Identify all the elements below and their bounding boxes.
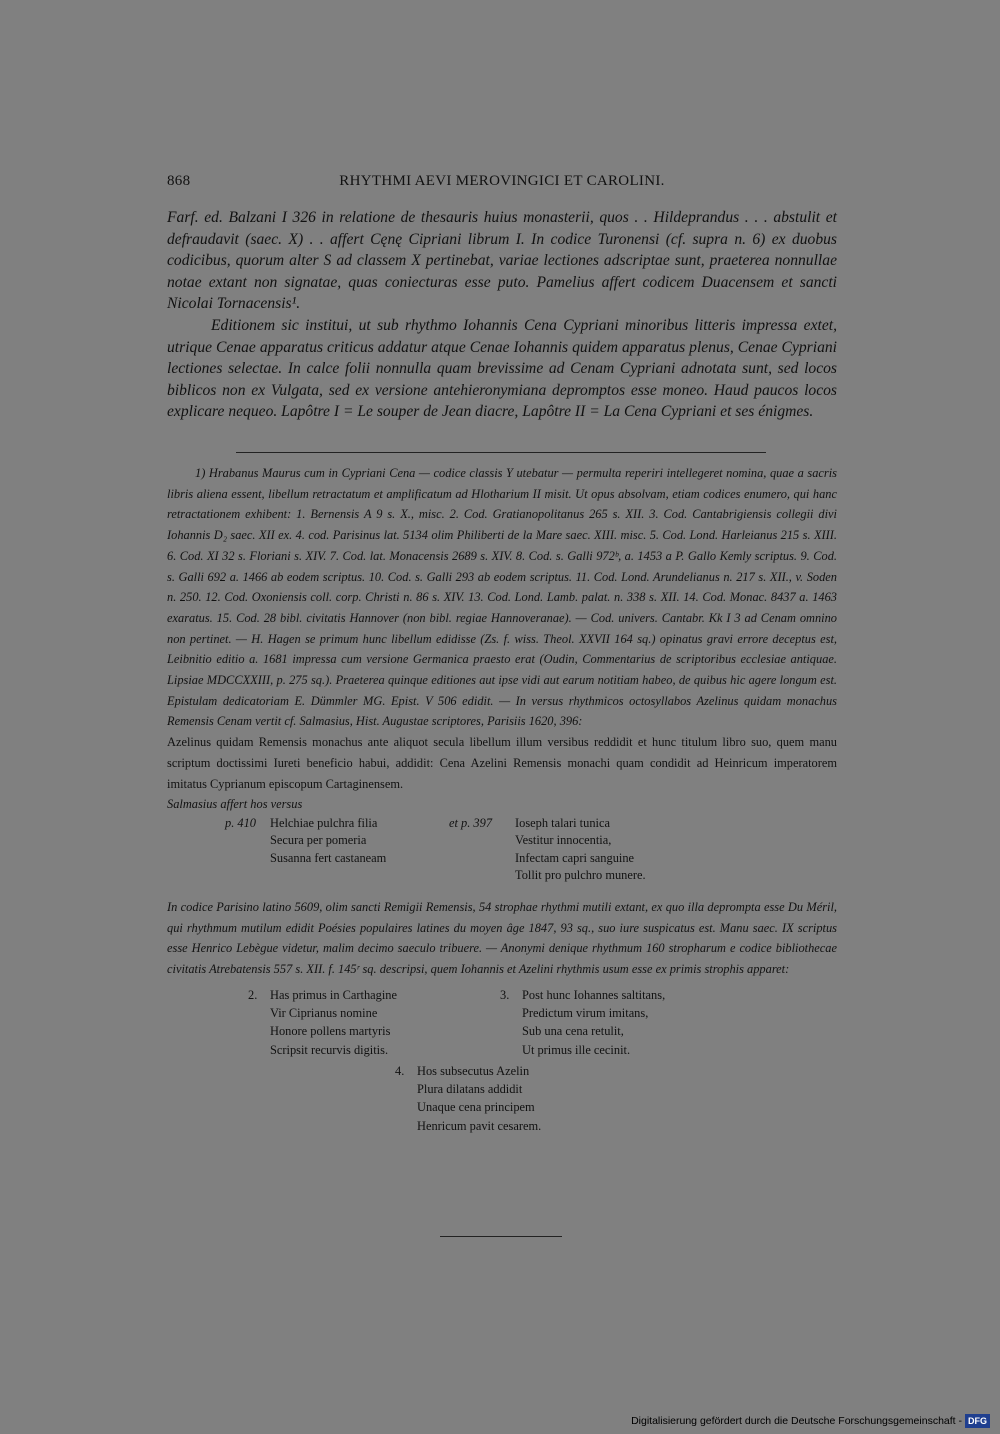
stanza-line: Predictum virum imitans, — [522, 1006, 649, 1021]
stanzas — [167, 986, 837, 1166]
dfg-logo: DFG — [965, 1414, 990, 1428]
verse-line: Helchiae pulchra filia — [270, 815, 378, 830]
stanza-line: Hos subsecutus Azelin — [417, 1063, 530, 1078]
stanza-line: Post hunc Iohannes saltitans, — [522, 987, 666, 1002]
salmasius-intro: Salmasius affert hos versus — [167, 797, 303, 812]
verse-left-label: p. 410 — [225, 815, 256, 830]
footer-text: Digitalisierung gefördert durch die Deutsche Forschungsgemeinschaft - — [631, 1415, 962, 1427]
verse-quotation — [167, 815, 837, 897]
stanza-line: Henricum pavit cesarem. — [417, 1118, 542, 1133]
stanza-line: Scripsit recurvis digitis. — [270, 1042, 389, 1057]
stanza-number: 2. — [248, 987, 258, 1002]
stanza-line: Honore pollens martyris — [270, 1024, 391, 1039]
main-text — [167, 207, 837, 423]
stanza-line: Plura dilatans addidit — [417, 1082, 523, 1097]
salmasius-quote: Azelinus quidam Remensis monachus ante aliquot secula libellum illum versibus reddidit et hunc titulum libro suo, quem manu scriptum doctissimi Iureti beneficio habui, addidit: Cena Azelini Remensis monachi quam condidit ad Heinricum imperatorem imitatus Cyprianum episcopum Cartaginensem. — [167, 735, 837, 791]
footnotes — [167, 463, 837, 1166]
verse-line: Tollit pro pulchro munere. — [515, 867, 646, 882]
verse-line: Infectam capri sanguine — [515, 850, 635, 865]
stanza-line: Unaque cena principem — [417, 1100, 535, 1115]
stanza-line: Has primus in Carthagine — [270, 987, 397, 1002]
main-paragraph-2: Editionem sic institui, ut sub rhythmo Iohannis Cena Cypriani minoribus litteris impressa extet, utrique Cenae apparatus criticus addatur atque Cenae Iohannis quidem apparatus plenus, Cenae Cypriani lectiones selectae. In calce folii nonnulla quam brevissime ad Cenam Cypriani adnotata sunt, sed locos biblicos non ex Vulgata, sed ex versione antehieronymiana depromptos esse moneo. Haud paucos locos explicare nequeo. Lapôtre I = Le souper de Jean diacre, Lapôtre II = La Cena Cypriani et ses énigmes. — [167, 316, 837, 421]
stanza-line: Sub una cena retulit, — [522, 1024, 624, 1039]
footnote-1: 1) Hrabanus Maurus cum in Cypriani Cena — codice classis Y utebatur — permulta reperiri intellegeret nomina, quae a sacris libris aliena essent, libellum retractatum et amplificatum ad Hlotharium II misit. Ut opus absolvam, etiam codices enumero, qui hanc retractationem exhibent: 1. Bernensis A 9 s. X., misc. 2. Cod. Gratianopolitanus 265 s. XII. 3. Cod. Cantabrigiensis collegii divi Iohannis D₂ saec. XII ex. 4. cod. Parisinus lat. 5134 olim Philiberti de la Mare saec. XIII. misc. 5. Cod. Lond. Harleianus 215 s. XIII. 6. Cod. XI 32 s. Floriani s. XIV. 7. Cod. lat. Monacensis 2689 s. XIV. 8. Cod. s. Galli 972ᵇ, a. 1453 a P. Gallo Kemly scriptus. 9. Cod. s. Galli 692 a. 1466 ab eodem scriptus. 10. Cod. s. Galli 293 ab eodem scriptus. 11. Cod. Lond. Arundelianus n. 217 s. XII., v. Soden n. 250. 12. Cod. Oxoniensis coll. corp. Christi n. 86 s. XIV. 13. Cod. Lond. Lamb. palat. n. 338 s. XII. 14. Cod. Monac. 8437 a. 1463 exaratus. 15. Cod. 28 bibl. civitatis Hannover (non bibl. regiae Hannoveranae). — Cod. univers. Cantabr. Kk I 3 ad Cenam omnino non pertinet. — H. Hagen se primum hunc libellum edidisse (Zs. f. wiss. Theol. XXVII 164 sq.) opinatus gravi errore deceptus est, Leibnitio editio a. 1681 impressa cum versione Germanica praesto erat (Oudin, Commentarius de scriptoribus ecclesiae antiquae. Lipsiae MDCCXXIII, p. 275 sq.). Praeterea quinque editiones aut ipse vidi aut earum notitiam habeo, de quibus hic agere longum est. Epistulam dedicatoriam E. Dümmler MG. Epist. V 506 edidit. — In versus rhythmicos octosyllabos Azelinus quidam monachus Remensis Cenam vertit cf. Salmasius, Hist. Augustae scriptores, Parisiis 1620, 396: — [167, 466, 837, 729]
verse-line: Susanna fert castaneam — [270, 850, 387, 865]
separator-rule — [236, 452, 766, 453]
stanza-line: Ut primus ille cecinit. — [522, 1042, 631, 1057]
page-number: 868 — [167, 173, 191, 189]
running-title: RHYTHMI AEVI MEROVINGICI ET CAROLINI. — [339, 173, 665, 189]
verse-line: Vestitur innocentia, — [515, 833, 612, 848]
stanza-line: Vir Ciprianus nomine — [270, 1006, 378, 1021]
verse-right — [515, 815, 646, 884]
verse-line: Ioseph talari tunica — [515, 815, 610, 830]
verse-right-label: et p. 397 — [449, 815, 493, 830]
main-paragraph-1: Farf. ed. Balzani I 326 in relatione de thesauris huius monasterii, quos . . Hildeprandus . . . abstulit et defraudavit (saec. X) . . affert Cęnę Cipriani librum I. In codice Turonensi (cf. supra n. 6) ex duobus codicibus, quorum alter S ad classem X pertinebat, variae lectiones adscriptae sunt, praeterea nonnullae notae extant non signatae, quas coniecturas esse puto. Pamelius affert codicem Duacensem et sancti Nicolai Tornacensis¹. — [167, 209, 837, 313]
verse-left — [270, 815, 386, 867]
after-verse-text: In codice Parisino latino 5609, olim sancti Remigii Remensis, 54 strophae rhythmi mutili extant, ex quo illa deprompta esse Du Méril, qui rhythmum mutilum edidit Poésies populaires latines du moyen âge 1847, 93 sq., suo iure suspicatus est. Manu saec. IX scriptus esse Henrico Lebègue videtur, malim decimo saeculo tribuere. — Anonymi denique rhythmum 160 stropharum e codice bibliothecae civitatis Atrebatensis 557 s. XII. f. 145ʳ sq. descripsi, quem Iohannis et Azelini rhythmis usum esse ex primis strophis apparet: — [167, 899, 837, 977]
end-rule — [440, 1236, 562, 1237]
digitization-footer — [631, 1413, 990, 1429]
verse-line: Secura per pomeria — [270, 833, 367, 848]
page-header — [167, 173, 837, 195]
stanza-number: 4. — [395, 1063, 405, 1078]
stanza-number: 3. — [500, 987, 510, 1002]
